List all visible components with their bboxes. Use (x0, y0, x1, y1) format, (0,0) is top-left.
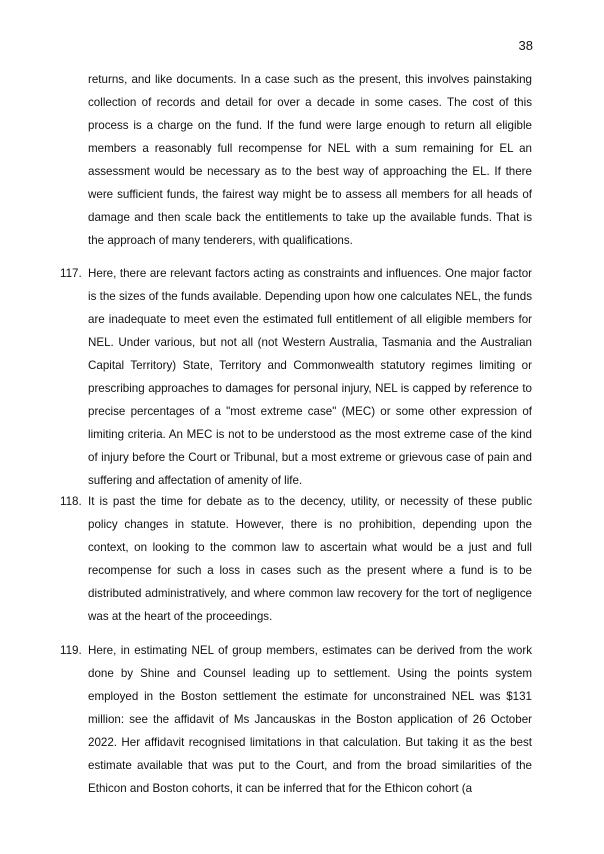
paragraph-number: 117. (60, 267, 82, 280)
page-number: 38 (518, 38, 533, 53)
paragraph-number: 118. (60, 495, 82, 508)
paragraph-text: It is past the time for debate as to the decency, utility, or necessity of these public policy changes in statute. However, there is no prohibition, depending upon the context, on looking to the common law to ascertain what would be a just and full recompense for such a loss in cases such as the present where a fund is to be distributed administratively, and where common law recovery for the tort of negligence was at the heart of the proceedings. (88, 495, 532, 623)
paragraph-number: 119. (60, 644, 82, 657)
paragraph-text: Here, in estimating NEL of group members, estimates can be derived from the work done by Shine and Counsel leading up to settlement. Using the points system employed in the Boston settlement the estimate for unconstrained NEL was $131 million: see the affidavit of Ms Jancauskas in the Boston application of 26 October 2022. Her affidavit recognised limitations in that calculation. But taking it as the best estimate available that was put to the Court, and from the broad similarities of the Ethicon and Boston cohorts, it can be inferred that for the Ethicon cohort (a (88, 644, 532, 795)
continuation-paragraph: returns, and like documents. In a case such as the present, this involves painstaking collection of records and detail for over a decade in some cases. The cost of this process is a charge on the fund. If the fund were large enough to return all eligible members a reasonably full recompense for NEL with a sum remaining for EL an assessment would be necessary as to the best way of approaching the EL. If there were sufficient funds, the fairest way might be to assess all members for all heads of damage and then scale back the entitlements to take up the available funds. That is the approach of many tenderers, with qualifications. (88, 73, 532, 247)
paragraph-text: Here, there are relevant factors acting as constraints and influences. One major factor is the sizes of the funds available. Depending upon how one calculates NEL, the funds are inadequate to meet even the estimated full entitlement of all eligible members for NEL. Under various, but not all (not Western Australia, Tasmania and the Australian Capital Territory) State, Territory and Commonwealth statutory regimes limiting or prescribing approaches to damages for personal injury, NEL is capped by reference to precise percentages of a "most extreme case" (MEC) or some other expression of limiting criteria. An MEC is not to be understood as the most extreme case of the kind of injury before the Court or Tribunal, but a most extreme or grievous case of pain and suffering and affectation of amenity of life. (88, 267, 532, 487)
